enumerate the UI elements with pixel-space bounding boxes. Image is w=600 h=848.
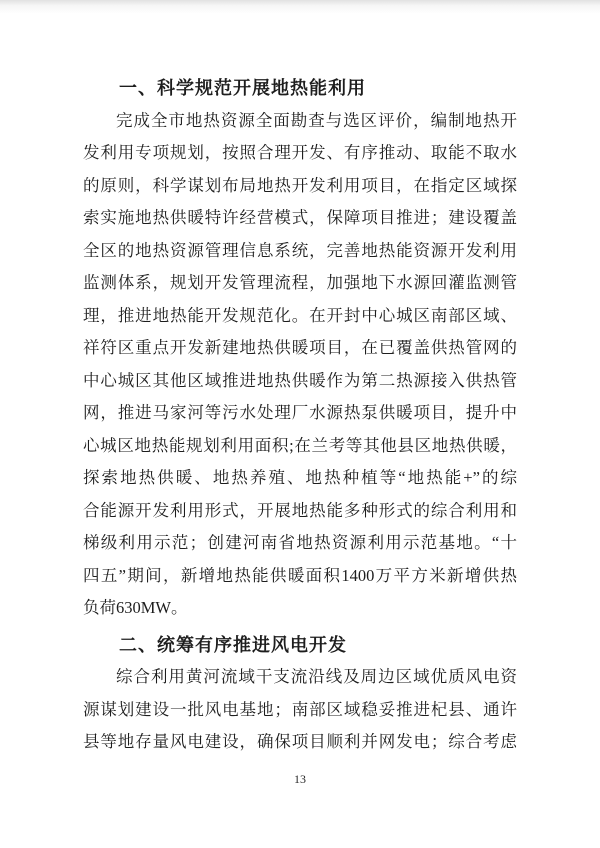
- text-line: 源谋划建设一批风电基地；南部区域稳妥推进杞县、通许: [83, 699, 517, 719]
- text-line: 负荷630MW。: [83, 598, 188, 617]
- text-line: 理，推进地热能开发规范化。在开封中心城区南部区域、: [83, 305, 517, 325]
- text-line: 索实施地热供暖特许经营模式，保障项目推进；建设覆盖: [83, 208, 517, 227]
- section-wind-power: [83, 629, 517, 759]
- text-line: 综合利用黄河流域干支流沿线及周边区域优质风电资: [116, 667, 517, 686]
- text-line: 的原则，科学谋划布局地热开发利用项目，在指定区域探: [83, 175, 517, 195]
- text-line: 全区的地热资源管理信息系统，完善地热能资源开发利用: [83, 240, 517, 260]
- text-line: 县等地存量风电建设，确保项目顺利并网发电；综合考虑: [83, 732, 517, 751]
- text-line: 发利用专项规划，按照合理开发、有序推动、取能不取水: [83, 143, 517, 162]
- text-line: 合能源开发利用形式，开展地热能多种形式的综合利用和: [83, 500, 517, 520]
- text-line: 监测体系，规划开发管理流程，加强地下水源回灌监测管: [83, 273, 517, 292]
- page-content: [83, 72, 517, 759]
- section-paragraph-2: [83, 661, 517, 759]
- scan-edge-shading: [0, 0, 600, 14]
- section-geothermal: [83, 72, 517, 625]
- section-heading-1: 一、科学规范开展地热能利用: [119, 78, 366, 98]
- text-line: 心城区地热能规划利用面积;在兰考等其他县区地热供暖，: [83, 435, 517, 455]
- text-line: 祥符区重点开发新建地热供暖项目，在已覆盖供热管网的: [83, 338, 517, 357]
- text-line: 四五”期间，新增地热能供暖面积1400万平方米新增供热: [83, 565, 517, 585]
- text-line: 梯级利用示范；创建河南省地热资源利用示范基地。“十: [83, 533, 517, 552]
- text-line: 探索地热供暖、地热养殖、地热种植等“地热能+”的综: [83, 468, 517, 487]
- page-number: 13: [294, 772, 306, 786]
- section-heading-2: 二、统筹有序推进风电开发: [119, 634, 347, 655]
- section-paragraph-1: [83, 105, 517, 625]
- text-line: 中心城区其他区域推进地热供暖作为第二热源接入供热管: [83, 370, 517, 390]
- text-line: 完成全市地热资源全面勘查与选区评价，编制地热开: [116, 110, 517, 130]
- text-line: 网，推进马家河等污水处理厂水源热泵供暖项目，提升中: [83, 403, 517, 422]
